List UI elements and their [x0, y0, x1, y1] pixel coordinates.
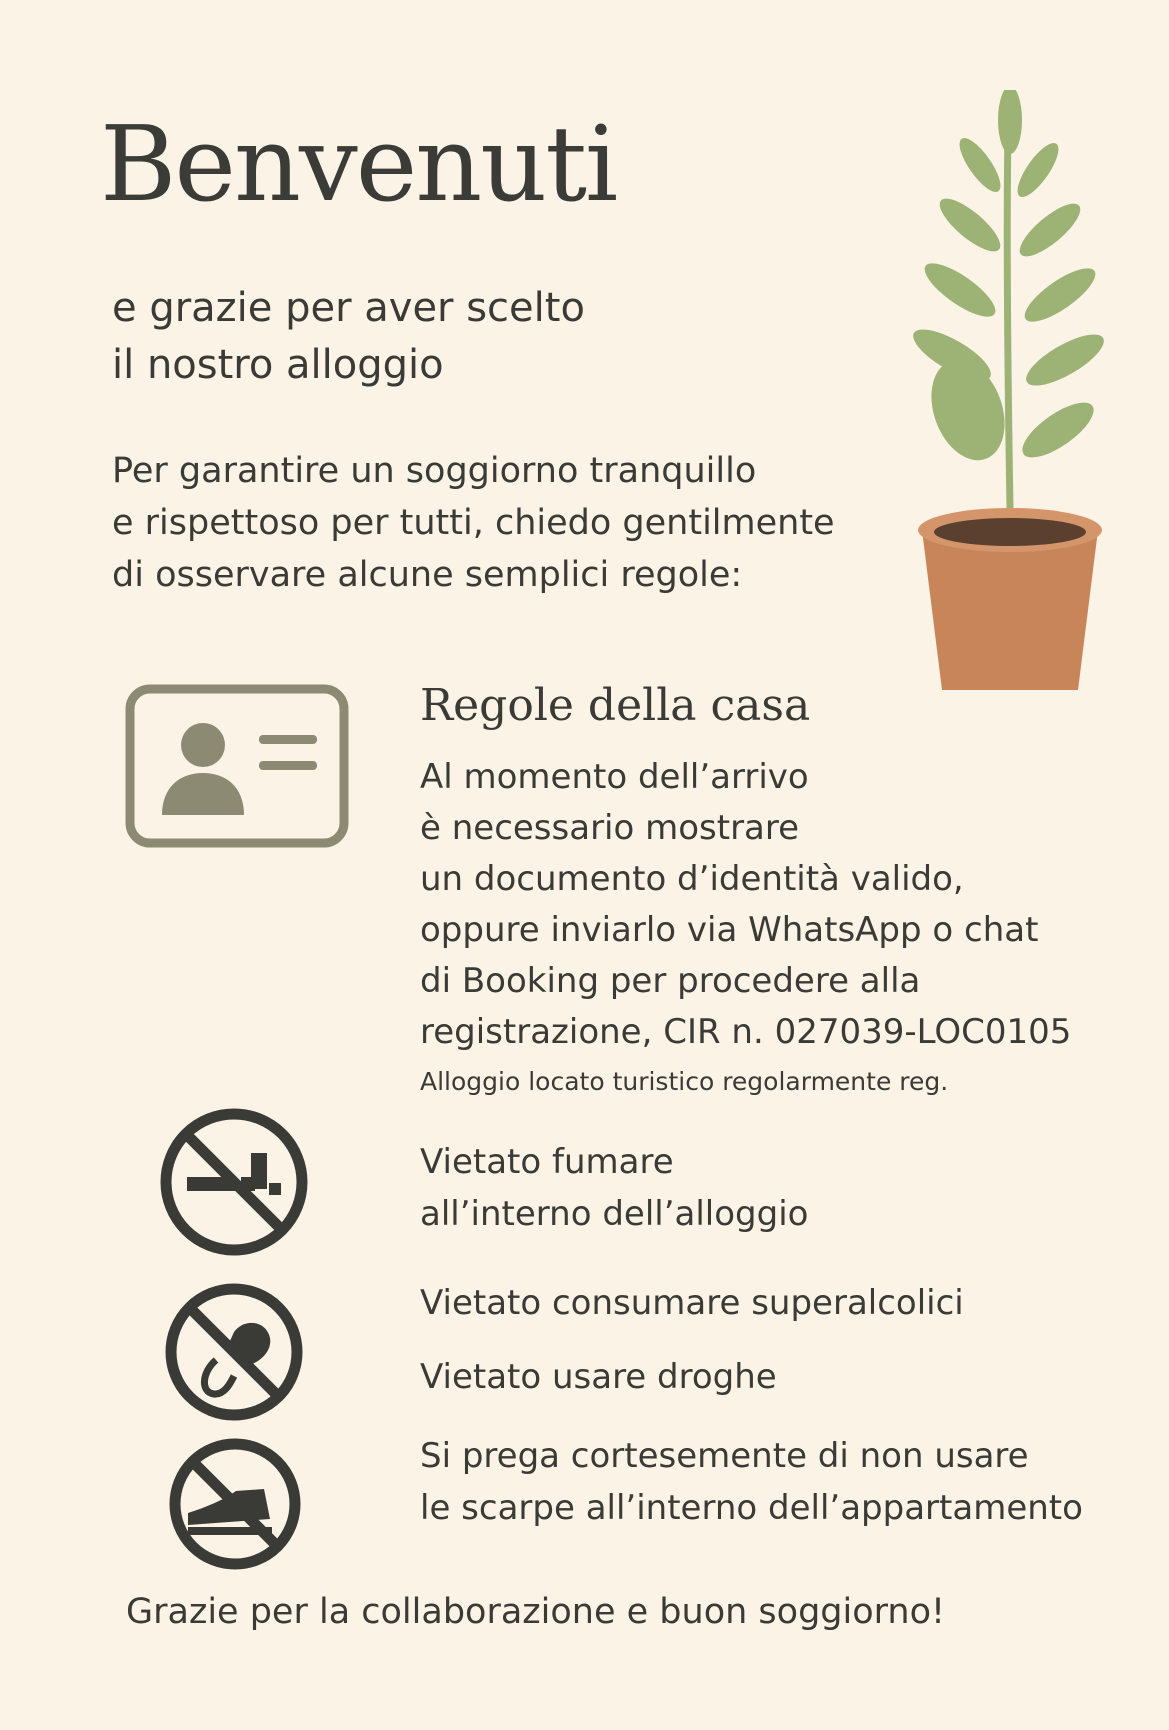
rule-line: un documento d’identità valido, [420, 859, 964, 899]
intro-line: e rispettoso per tutti, chiedo gentilmente [112, 503, 835, 543]
rule-line: è necessario mostrare [420, 808, 800, 848]
registration-note: Alloggio locato turistico regolarmente reg. [420, 1067, 949, 1096]
id-card-icon [124, 683, 350, 849]
rule-line: oppure inviarlo via WhatsApp o chat [420, 910, 1039, 950]
rule-line: Si prega cortesemente di non usare [420, 1436, 1029, 1476]
no-shoes-icon [166, 1435, 304, 1573]
rule-line: Vietato fumare [420, 1142, 674, 1182]
subtitle-line: e grazie per aver scelto [112, 285, 585, 331]
potted-plant-icon [880, 90, 1110, 700]
subtitle-line: il nostro alloggio [112, 342, 444, 388]
intro-paragraph [112, 445, 835, 601]
rules-heading: Regole della casa [420, 680, 811, 731]
rule-line: all’interno dell’alloggio [420, 1194, 809, 1234]
rule-line: le scarpe all’interno dell’appartamento [420, 1488, 1083, 1528]
rule-id-document [420, 752, 1071, 1058]
rule-line: registrazione, CIR n. 027039-LOC0105 [420, 1012, 1072, 1052]
rule-line: di Booking per procedere alla [420, 961, 921, 1001]
intro-line: Per garantire un soggiorno tranquillo [112, 451, 757, 491]
rule-line: Al momento dell’arrivo [420, 757, 809, 797]
no-drugs-icon [162, 1280, 306, 1424]
welcome-subtitle [112, 280, 585, 394]
intro-line: di osservare alcune semplici regole: [112, 555, 743, 595]
rule-no-smoking [420, 1136, 808, 1240]
rule-no-shoes [420, 1430, 1083, 1534]
rule-no-drugs: Vietato usare droghe [420, 1357, 777, 1397]
closing-message: Grazie per la collaborazione e buon soggiorno! [126, 1592, 946, 1632]
no-smoking-icon [157, 1105, 311, 1259]
rule-no-alcohol: Vietato consumare superalcolici [420, 1283, 964, 1323]
page-title: Benvenuti [100, 103, 617, 225]
